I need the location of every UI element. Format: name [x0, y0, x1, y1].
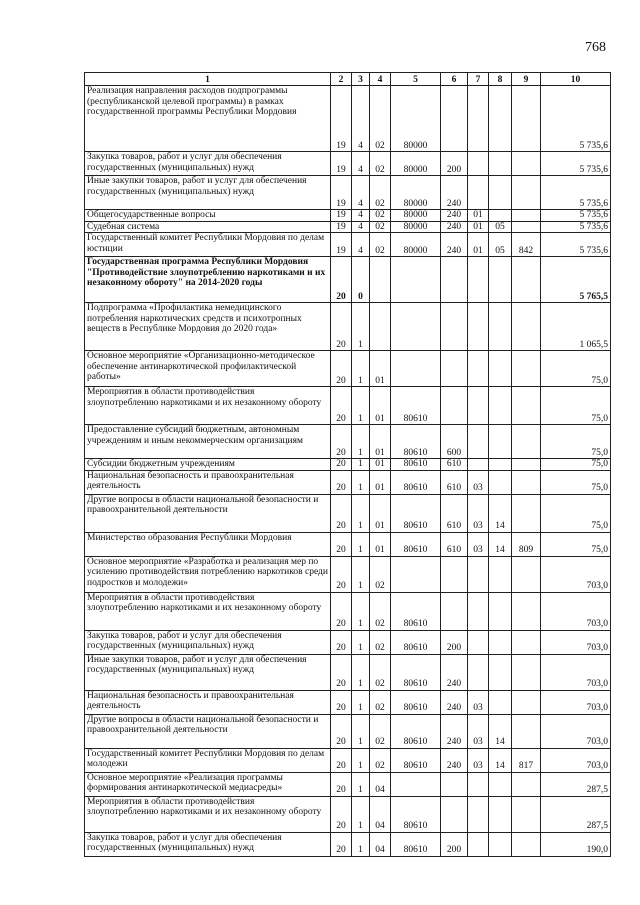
cell-c5: 80610 — [391, 714, 441, 748]
cell-c10: 75,0 — [541, 494, 611, 532]
cell-c7: 03 — [468, 690, 489, 714]
column-header-8: 8 — [489, 73, 512, 86]
cell-c8 — [489, 556, 512, 592]
cell-c9 — [512, 387, 541, 425]
row-name: Другие вопросы в области национальной безопасности и правоохранительной деятельности — [85, 494, 331, 532]
column-header-1: 1 — [85, 73, 331, 86]
cell-c7: 03 — [468, 470, 489, 494]
table-row — [85, 303, 611, 351]
cell-c2: 19 — [331, 233, 352, 257]
cell-c9 — [512, 210, 541, 222]
cell-c10: 190,0 — [541, 832, 611, 856]
cell-c7: 03 — [468, 714, 489, 748]
cell-c3: 1 — [352, 351, 370, 387]
table-row — [85, 630, 611, 654]
table-row — [85, 832, 611, 856]
cell-c9 — [512, 714, 541, 748]
cell-c8 — [489, 592, 512, 630]
cell-c6: 240 — [441, 714, 468, 748]
table-row — [85, 425, 611, 459]
row-name: Основное мероприятие «Реализация программы формирования антинаркотической медиасреды» — [85, 772, 331, 796]
cell-c6 — [441, 257, 468, 303]
cell-c5: 80610 — [391, 690, 441, 714]
cell-c7 — [468, 654, 489, 690]
cell-c9 — [512, 152, 541, 176]
cell-c2: 20 — [331, 425, 352, 459]
cell-c2: 20 — [331, 690, 352, 714]
cell-c9 — [512, 654, 541, 690]
cell-c6 — [441, 796, 468, 832]
cell-c6 — [441, 556, 468, 592]
cell-c8 — [489, 351, 512, 387]
row-name: Реализация направления расходов подпрограммы (республиканской целевой программы) в рамках государственной программы Республики Мордовия — [85, 86, 331, 152]
cell-c4: 01 — [370, 532, 391, 556]
row-name: Национальная безопасность и правоохранительная деятельность — [85, 470, 331, 494]
cell-c5: 80610 — [391, 470, 441, 494]
table-row — [85, 351, 611, 387]
cell-c9 — [512, 425, 541, 459]
cell-c3: 1 — [352, 425, 370, 459]
row-name: Основное мероприятие «Организационно-методическое обеспечение антинаркотической профилактической работы» — [85, 351, 331, 387]
row-name: Мероприятия в области противодействия злоупотреблению наркотиками и их незаконному обороту — [85, 592, 331, 630]
cell-c7 — [468, 556, 489, 592]
cell-c4: 02 — [370, 592, 391, 630]
cell-c9 — [512, 86, 541, 152]
cell-c5: 80610 — [391, 654, 441, 690]
cell-c5 — [391, 303, 441, 351]
cell-c8 — [489, 630, 512, 654]
cell-c5: 80000 — [391, 233, 441, 257]
row-name: Субсидии бюджетным учреждениям — [85, 459, 331, 471]
column-header-5: 5 — [391, 73, 441, 86]
cell-c4 — [370, 257, 391, 303]
table-row — [85, 556, 611, 592]
cell-c5 — [391, 351, 441, 387]
cell-c3: 1 — [352, 556, 370, 592]
cell-c6: 610 — [441, 532, 468, 556]
cell-c9 — [512, 470, 541, 494]
cell-c9: 842 — [512, 233, 541, 257]
cell-c2: 20 — [331, 772, 352, 796]
cell-c9: 817 — [512, 748, 541, 772]
row-name: Закупка товаров, работ и услуг для обеспечения государственных (муниципальных) нужд — [85, 630, 331, 654]
cell-c5 — [391, 257, 441, 303]
cell-c2: 20 — [331, 748, 352, 772]
cell-c6: 610 — [441, 470, 468, 494]
cell-c5: 80000 — [391, 176, 441, 210]
row-name: Национальная безопасность и правоохранительная деятельность — [85, 690, 331, 714]
cell-c3: 4 — [352, 221, 370, 233]
cell-c4: 04 — [370, 796, 391, 832]
cell-c3: 1 — [352, 387, 370, 425]
row-name: Предоставление субсидий бюджетным, автономным учреждениям и иным некоммерческим организациям — [85, 425, 331, 459]
cell-c6 — [441, 303, 468, 351]
cell-c8 — [489, 425, 512, 459]
cell-c9 — [512, 630, 541, 654]
row-name: Мероприятия в области противодействия злоупотреблению наркотиками и их незаконному обороту — [85, 387, 331, 425]
table-header-row — [85, 73, 611, 86]
cell-c5: 80000 — [391, 221, 441, 233]
cell-c5: 80610 — [391, 796, 441, 832]
column-header-9: 9 — [512, 73, 541, 86]
cell-c5: 80610 — [391, 630, 441, 654]
cell-c3: 0 — [352, 257, 370, 303]
cell-c7: 01 — [468, 210, 489, 222]
cell-c3: 4 — [352, 233, 370, 257]
cell-c7 — [468, 796, 489, 832]
cell-c7 — [468, 592, 489, 630]
cell-c8 — [489, 796, 512, 832]
cell-c3: 1 — [352, 303, 370, 351]
cell-c7 — [468, 351, 489, 387]
row-name: Подпрограмма «Профилактика немедицинского потребления наркотических средств и психотропных веществ в Республике Мордовия до 2020 года» — [85, 303, 331, 351]
row-name: Государственный комитет Республики Мордовия по делам юстиции — [85, 233, 331, 257]
table-row — [85, 532, 611, 556]
table-row — [85, 176, 611, 210]
cell-c3: 1 — [352, 494, 370, 532]
cell-c7: 03 — [468, 748, 489, 772]
cell-c6: 240 — [441, 221, 468, 233]
cell-c4: 02 — [370, 630, 391, 654]
cell-c9 — [512, 832, 541, 856]
row-name: Иные закупки товаров, работ и услуг для обеспечения государственных (муниципальных) нужд — [85, 654, 331, 690]
cell-c6: 200 — [441, 630, 468, 654]
cell-c9 — [512, 494, 541, 532]
row-name: Основное мероприятие «Разработка и реализация мер по усилению противодействия потреблению наркотиков среди подростков и молодежи» — [85, 556, 331, 592]
cell-c8: 14 — [489, 494, 512, 532]
cell-c5: 80610 — [391, 425, 441, 459]
cell-c9 — [512, 556, 541, 592]
cell-c3: 4 — [352, 152, 370, 176]
cell-c2: 19 — [331, 86, 352, 152]
cell-c3: 1 — [352, 654, 370, 690]
cell-c5: 80610 — [391, 748, 441, 772]
cell-c4: 04 — [370, 832, 391, 856]
cell-c7: 01 — [468, 233, 489, 257]
cell-c10: 5 735,6 — [541, 233, 611, 257]
cell-c9 — [512, 690, 541, 714]
cell-c2: 20 — [331, 714, 352, 748]
cell-c9 — [512, 459, 541, 471]
cell-c2: 20 — [331, 592, 352, 630]
cell-c6: 240 — [441, 748, 468, 772]
row-name: Государственная программа Республики Мордовия "Противодействие злоупотреблению наркотиками и их незаконному обороту" на 2014-2020 годы — [85, 257, 331, 303]
cell-c10: 5 735,6 — [541, 221, 611, 233]
table-row — [85, 470, 611, 494]
cell-c4: 02 — [370, 748, 391, 772]
cell-c8 — [489, 470, 512, 494]
table-row — [85, 796, 611, 832]
row-name: Государственный комитет Республики Мордовия по делам молодежи — [85, 748, 331, 772]
cell-c5: 80000 — [391, 86, 441, 152]
cell-c4: 02 — [370, 690, 391, 714]
row-name: Мероприятия в области противодействия злоупотреблению наркотиками и их незаконному обороту — [85, 796, 331, 832]
table-row — [85, 654, 611, 690]
cell-c5: 80610 — [391, 832, 441, 856]
page-number: 768 — [585, 40, 606, 55]
cell-c3: 1 — [352, 714, 370, 748]
cell-c6: 610 — [441, 494, 468, 532]
cell-c6: 610 — [441, 459, 468, 471]
cell-c9 — [512, 257, 541, 303]
table-row — [85, 210, 611, 222]
cell-c6: 240 — [441, 210, 468, 222]
cell-c10: 75,0 — [541, 387, 611, 425]
cell-c5: 80000 — [391, 210, 441, 222]
cell-c10: 703,0 — [541, 630, 611, 654]
cell-c10: 75,0 — [541, 470, 611, 494]
cell-c8: 05 — [489, 221, 512, 233]
cell-c2: 20 — [331, 470, 352, 494]
cell-c10: 287,5 — [541, 772, 611, 796]
cell-c8 — [489, 772, 512, 796]
cell-c2: 19 — [331, 152, 352, 176]
cell-c5 — [391, 772, 441, 796]
cell-c2: 20 — [331, 532, 352, 556]
cell-c4: 02 — [370, 152, 391, 176]
cell-c9 — [512, 772, 541, 796]
cell-c10: 287,5 — [541, 796, 611, 832]
cell-c2: 20 — [331, 494, 352, 532]
cell-c10: 5 735,6 — [541, 86, 611, 152]
cell-c10: 75,0 — [541, 351, 611, 387]
cell-c7 — [468, 459, 489, 471]
cell-c2: 20 — [331, 654, 352, 690]
cell-c8 — [489, 654, 512, 690]
cell-c2: 20 — [331, 630, 352, 654]
cell-c7 — [468, 387, 489, 425]
cell-c7 — [468, 152, 489, 176]
cell-c10: 5 735,6 — [541, 152, 611, 176]
cell-c9 — [512, 221, 541, 233]
cell-c10: 703,0 — [541, 714, 611, 748]
cell-c8 — [489, 303, 512, 351]
cell-c4: 01 — [370, 387, 391, 425]
cell-c2: 20 — [331, 832, 352, 856]
cell-c5 — [391, 556, 441, 592]
cell-c9 — [512, 592, 541, 630]
cell-c6 — [441, 351, 468, 387]
table-row — [85, 494, 611, 532]
cell-c7 — [468, 772, 489, 796]
cell-c7 — [468, 303, 489, 351]
table-row — [85, 714, 611, 748]
cell-c10: 703,0 — [541, 654, 611, 690]
cell-c5: 80610 — [391, 592, 441, 630]
table-row — [85, 233, 611, 257]
cell-c3: 1 — [352, 532, 370, 556]
cell-c4 — [370, 303, 391, 351]
cell-c7: 03 — [468, 494, 489, 532]
cell-c6 — [441, 387, 468, 425]
cell-c10: 5 765,5 — [541, 257, 611, 303]
cell-c7 — [468, 630, 489, 654]
cell-c7: 03 — [468, 532, 489, 556]
table-row — [85, 772, 611, 796]
cell-c3: 1 — [352, 796, 370, 832]
cell-c5: 80000 — [391, 152, 441, 176]
cell-c4: 02 — [370, 654, 391, 690]
cell-c8 — [489, 86, 512, 152]
cell-c2: 20 — [331, 303, 352, 351]
cell-c2: 20 — [331, 556, 352, 592]
column-header-6: 6 — [441, 73, 468, 86]
cell-c5: 80610 — [391, 494, 441, 532]
cell-c2: 19 — [331, 221, 352, 233]
cell-c2: 20 — [331, 459, 352, 471]
cell-c8: 14 — [489, 714, 512, 748]
cell-c10: 5 735,6 — [541, 210, 611, 222]
cell-c5: 80610 — [391, 387, 441, 425]
cell-c6: 600 — [441, 425, 468, 459]
column-header-2: 2 — [331, 73, 352, 86]
table-row — [85, 592, 611, 630]
cell-c10: 75,0 — [541, 459, 611, 471]
row-name: Иные закупки товаров, работ и услуг для обеспечения государственных (муниципальных) нужд — [85, 176, 331, 210]
cell-c2: 20 — [331, 351, 352, 387]
cell-c7 — [468, 176, 489, 210]
cell-c8: 14 — [489, 532, 512, 556]
cell-c2: 20 — [331, 257, 352, 303]
cell-c3: 1 — [352, 592, 370, 630]
cell-c4: 04 — [370, 772, 391, 796]
cell-c7 — [468, 86, 489, 152]
cell-c6: 240 — [441, 654, 468, 690]
table-row — [85, 459, 611, 471]
table-row — [85, 387, 611, 425]
table-row — [85, 86, 611, 152]
cell-c4: 02 — [370, 210, 391, 222]
cell-c10: 703,0 — [541, 748, 611, 772]
cell-c3: 1 — [352, 470, 370, 494]
cell-c8 — [489, 690, 512, 714]
cell-c3: 1 — [352, 748, 370, 772]
cell-c7 — [468, 832, 489, 856]
cell-c4: 02 — [370, 714, 391, 748]
cell-c10: 703,0 — [541, 690, 611, 714]
cell-c10: 703,0 — [541, 592, 611, 630]
cell-c4: 02 — [370, 556, 391, 592]
table-row — [85, 690, 611, 714]
cell-c6: 200 — [441, 832, 468, 856]
cell-c7 — [468, 257, 489, 303]
cell-c4: 02 — [370, 233, 391, 257]
cell-c4: 01 — [370, 425, 391, 459]
cell-c7: 01 — [468, 221, 489, 233]
budget-table — [84, 72, 611, 857]
cell-c10: 75,0 — [541, 425, 611, 459]
cell-c6: 240 — [441, 176, 468, 210]
cell-c9 — [512, 303, 541, 351]
row-name: Министерство образования Республики Мордовия — [85, 532, 331, 556]
cell-c2: 20 — [331, 796, 352, 832]
cell-c6: 240 — [441, 233, 468, 257]
cell-c9: 809 — [512, 532, 541, 556]
cell-c9 — [512, 796, 541, 832]
cell-c8: 14 — [489, 748, 512, 772]
row-name: Судебная система — [85, 221, 331, 233]
cell-c8 — [489, 832, 512, 856]
table-row — [85, 748, 611, 772]
column-header-7: 7 — [468, 73, 489, 86]
cell-c3: 1 — [352, 772, 370, 796]
cell-c3: 1 — [352, 690, 370, 714]
cell-c3: 1 — [352, 832, 370, 856]
table-row — [85, 257, 611, 303]
cell-c3: 4 — [352, 86, 370, 152]
cell-c5: 80610 — [391, 532, 441, 556]
column-header-10: 10 — [541, 73, 611, 86]
cell-c2: 19 — [331, 176, 352, 210]
cell-c4: 01 — [370, 470, 391, 494]
cell-c8 — [489, 257, 512, 303]
cell-c6: 200 — [441, 152, 468, 176]
cell-c4: 01 — [370, 494, 391, 532]
row-name: Закупка товаров, работ и услуг для обеспечения государственных (муниципальных) нужд — [85, 832, 331, 856]
cell-c2: 20 — [331, 387, 352, 425]
cell-c6 — [441, 772, 468, 796]
cell-c8 — [489, 210, 512, 222]
cell-c8 — [489, 459, 512, 471]
cell-c6 — [441, 86, 468, 152]
cell-c4: 01 — [370, 459, 391, 471]
cell-c6: 240 — [441, 690, 468, 714]
cell-c4: 02 — [370, 221, 391, 233]
cell-c10: 703,0 — [541, 556, 611, 592]
table-row — [85, 221, 611, 233]
cell-c10: 75,0 — [541, 532, 611, 556]
cell-c3: 4 — [352, 210, 370, 222]
cell-c8: 05 — [489, 233, 512, 257]
row-name: Общегосударственные вопросы — [85, 210, 331, 222]
cell-c7 — [468, 425, 489, 459]
row-name: Другие вопросы в области национальной безопасности и правоохранительной деятельности — [85, 714, 331, 748]
cell-c10: 5 735,6 — [541, 176, 611, 210]
cell-c6 — [441, 592, 468, 630]
column-header-4: 4 — [370, 73, 391, 86]
cell-c9 — [512, 351, 541, 387]
cell-c4: 01 — [370, 351, 391, 387]
cell-c3: 4 — [352, 176, 370, 210]
column-header-3: 3 — [352, 73, 370, 86]
row-name: Закупка товаров, работ и услуг для обеспечения государственных (муниципальных) нужд — [85, 152, 331, 176]
cell-c4: 02 — [370, 86, 391, 152]
cell-c8 — [489, 387, 512, 425]
cell-c8 — [489, 176, 512, 210]
cell-c10: 1 065,5 — [541, 303, 611, 351]
cell-c5: 80610 — [391, 459, 441, 471]
cell-c3: 1 — [352, 630, 370, 654]
cell-c2: 19 — [331, 210, 352, 222]
cell-c4: 02 — [370, 176, 391, 210]
cell-c9 — [512, 176, 541, 210]
cell-c3: 1 — [352, 459, 370, 471]
table-row — [85, 152, 611, 176]
cell-c8 — [489, 152, 512, 176]
